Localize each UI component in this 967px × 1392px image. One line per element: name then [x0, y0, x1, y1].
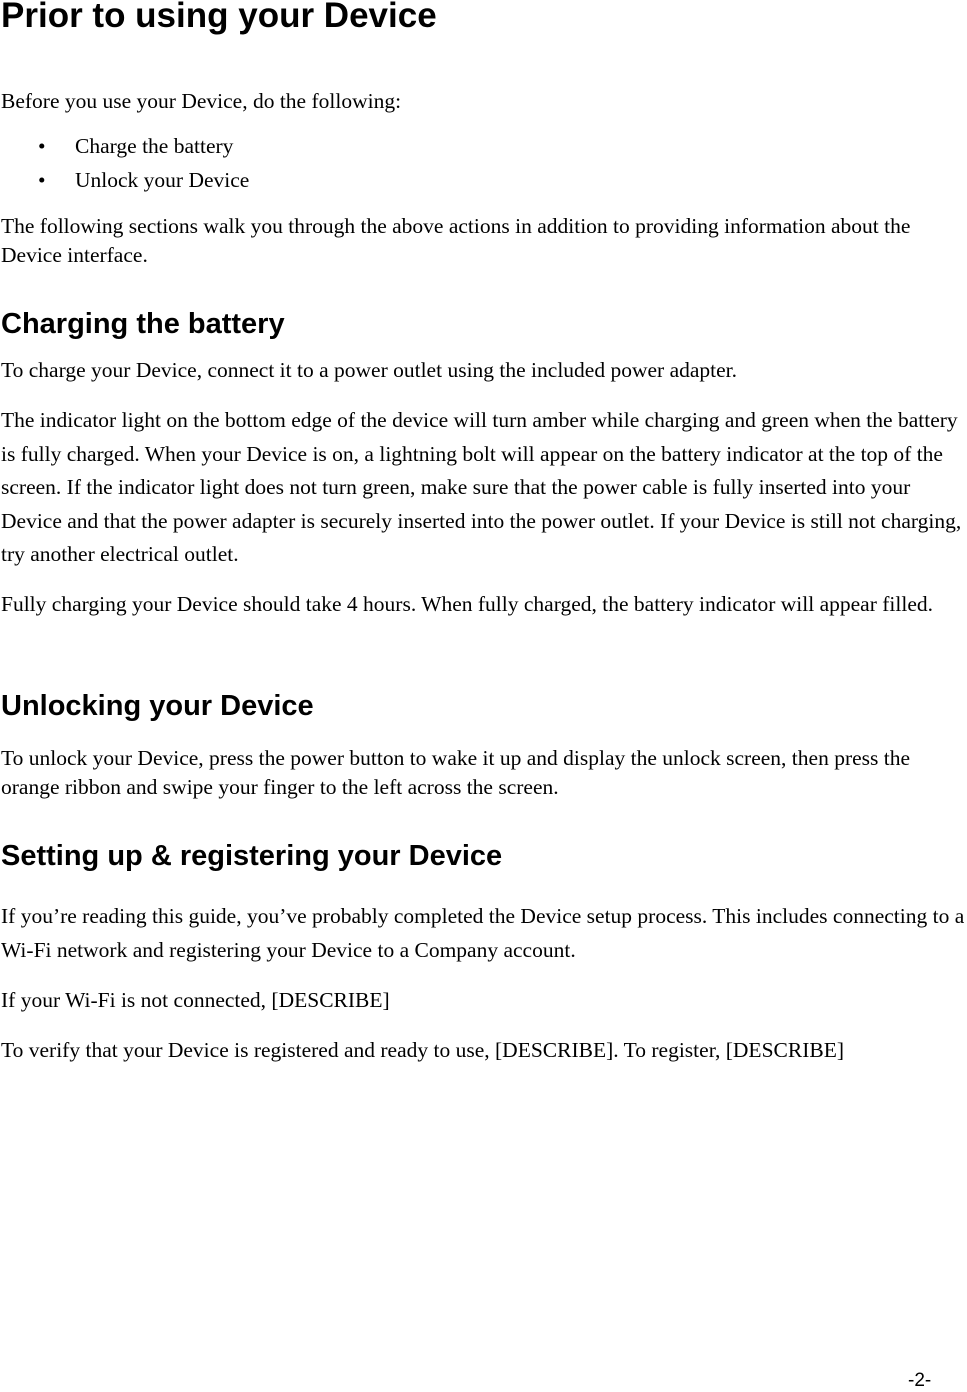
list-item-text: Unlock your Device — [75, 168, 250, 192]
paragraph: If you’re reading this guide, you’ve probably completed the Device setup process. This includes connecting to a Wi-Fi network and registering your Device to a Company account. — [1, 904, 965, 962]
section-heading-setup: Setting up & registering your Device — [1, 840, 503, 872]
bullet-icon: • — [38, 134, 46, 158]
paragraph: The indicator light on the bottom edge of the device will turn amber while charging and green when the battery is fully charged. When your Device is on, a lightning bolt will appear on the battery indicator at the top of the screen. If the indicator light does not turn green, make sure that the power cable is fully inserted into your Device and that the power adapter is securely inserted into the power outlet. If your Device is still not charging, try another electrical outlet. — [1, 408, 962, 566]
list-item-text: Charge the battery — [75, 134, 234, 158]
paragraph: To unlock your Device, press the power button to wake it up and display the unlock screen, then press the orange ribbon and swipe your finger to the left across the screen. — [1, 746, 911, 799]
paragraph: Fully charging your Device should take 4 hours. When fully charged, the battery indicator will appear filled. — [1, 592, 934, 616]
page-title: Prior to using your Device — [1, 0, 437, 35]
bullet-icon: • — [38, 168, 46, 192]
page-number: -2- — [908, 1370, 932, 1391]
paragraph: If your Wi-Fi is not connected, [DESCRIBE] — [1, 988, 390, 1012]
section-heading-charging: Charging the battery — [1, 308, 285, 340]
paragraph: To verify that your Device is registered and ready to use, [DESCRIBE]. To register, [DESCRIBE] — [1, 1038, 844, 1062]
intro-paragraph: Before you use your Device, do the following: — [1, 89, 402, 113]
intro-followup-paragraph: The following sections walk you through the above actions in addition to providing information about the Device interface. — [1, 214, 911, 267]
paragraph: To charge your Device, connect it to a power outlet using the included power adapter. — [1, 358, 738, 382]
section-heading-unlocking: Unlocking your Device — [1, 690, 314, 722]
